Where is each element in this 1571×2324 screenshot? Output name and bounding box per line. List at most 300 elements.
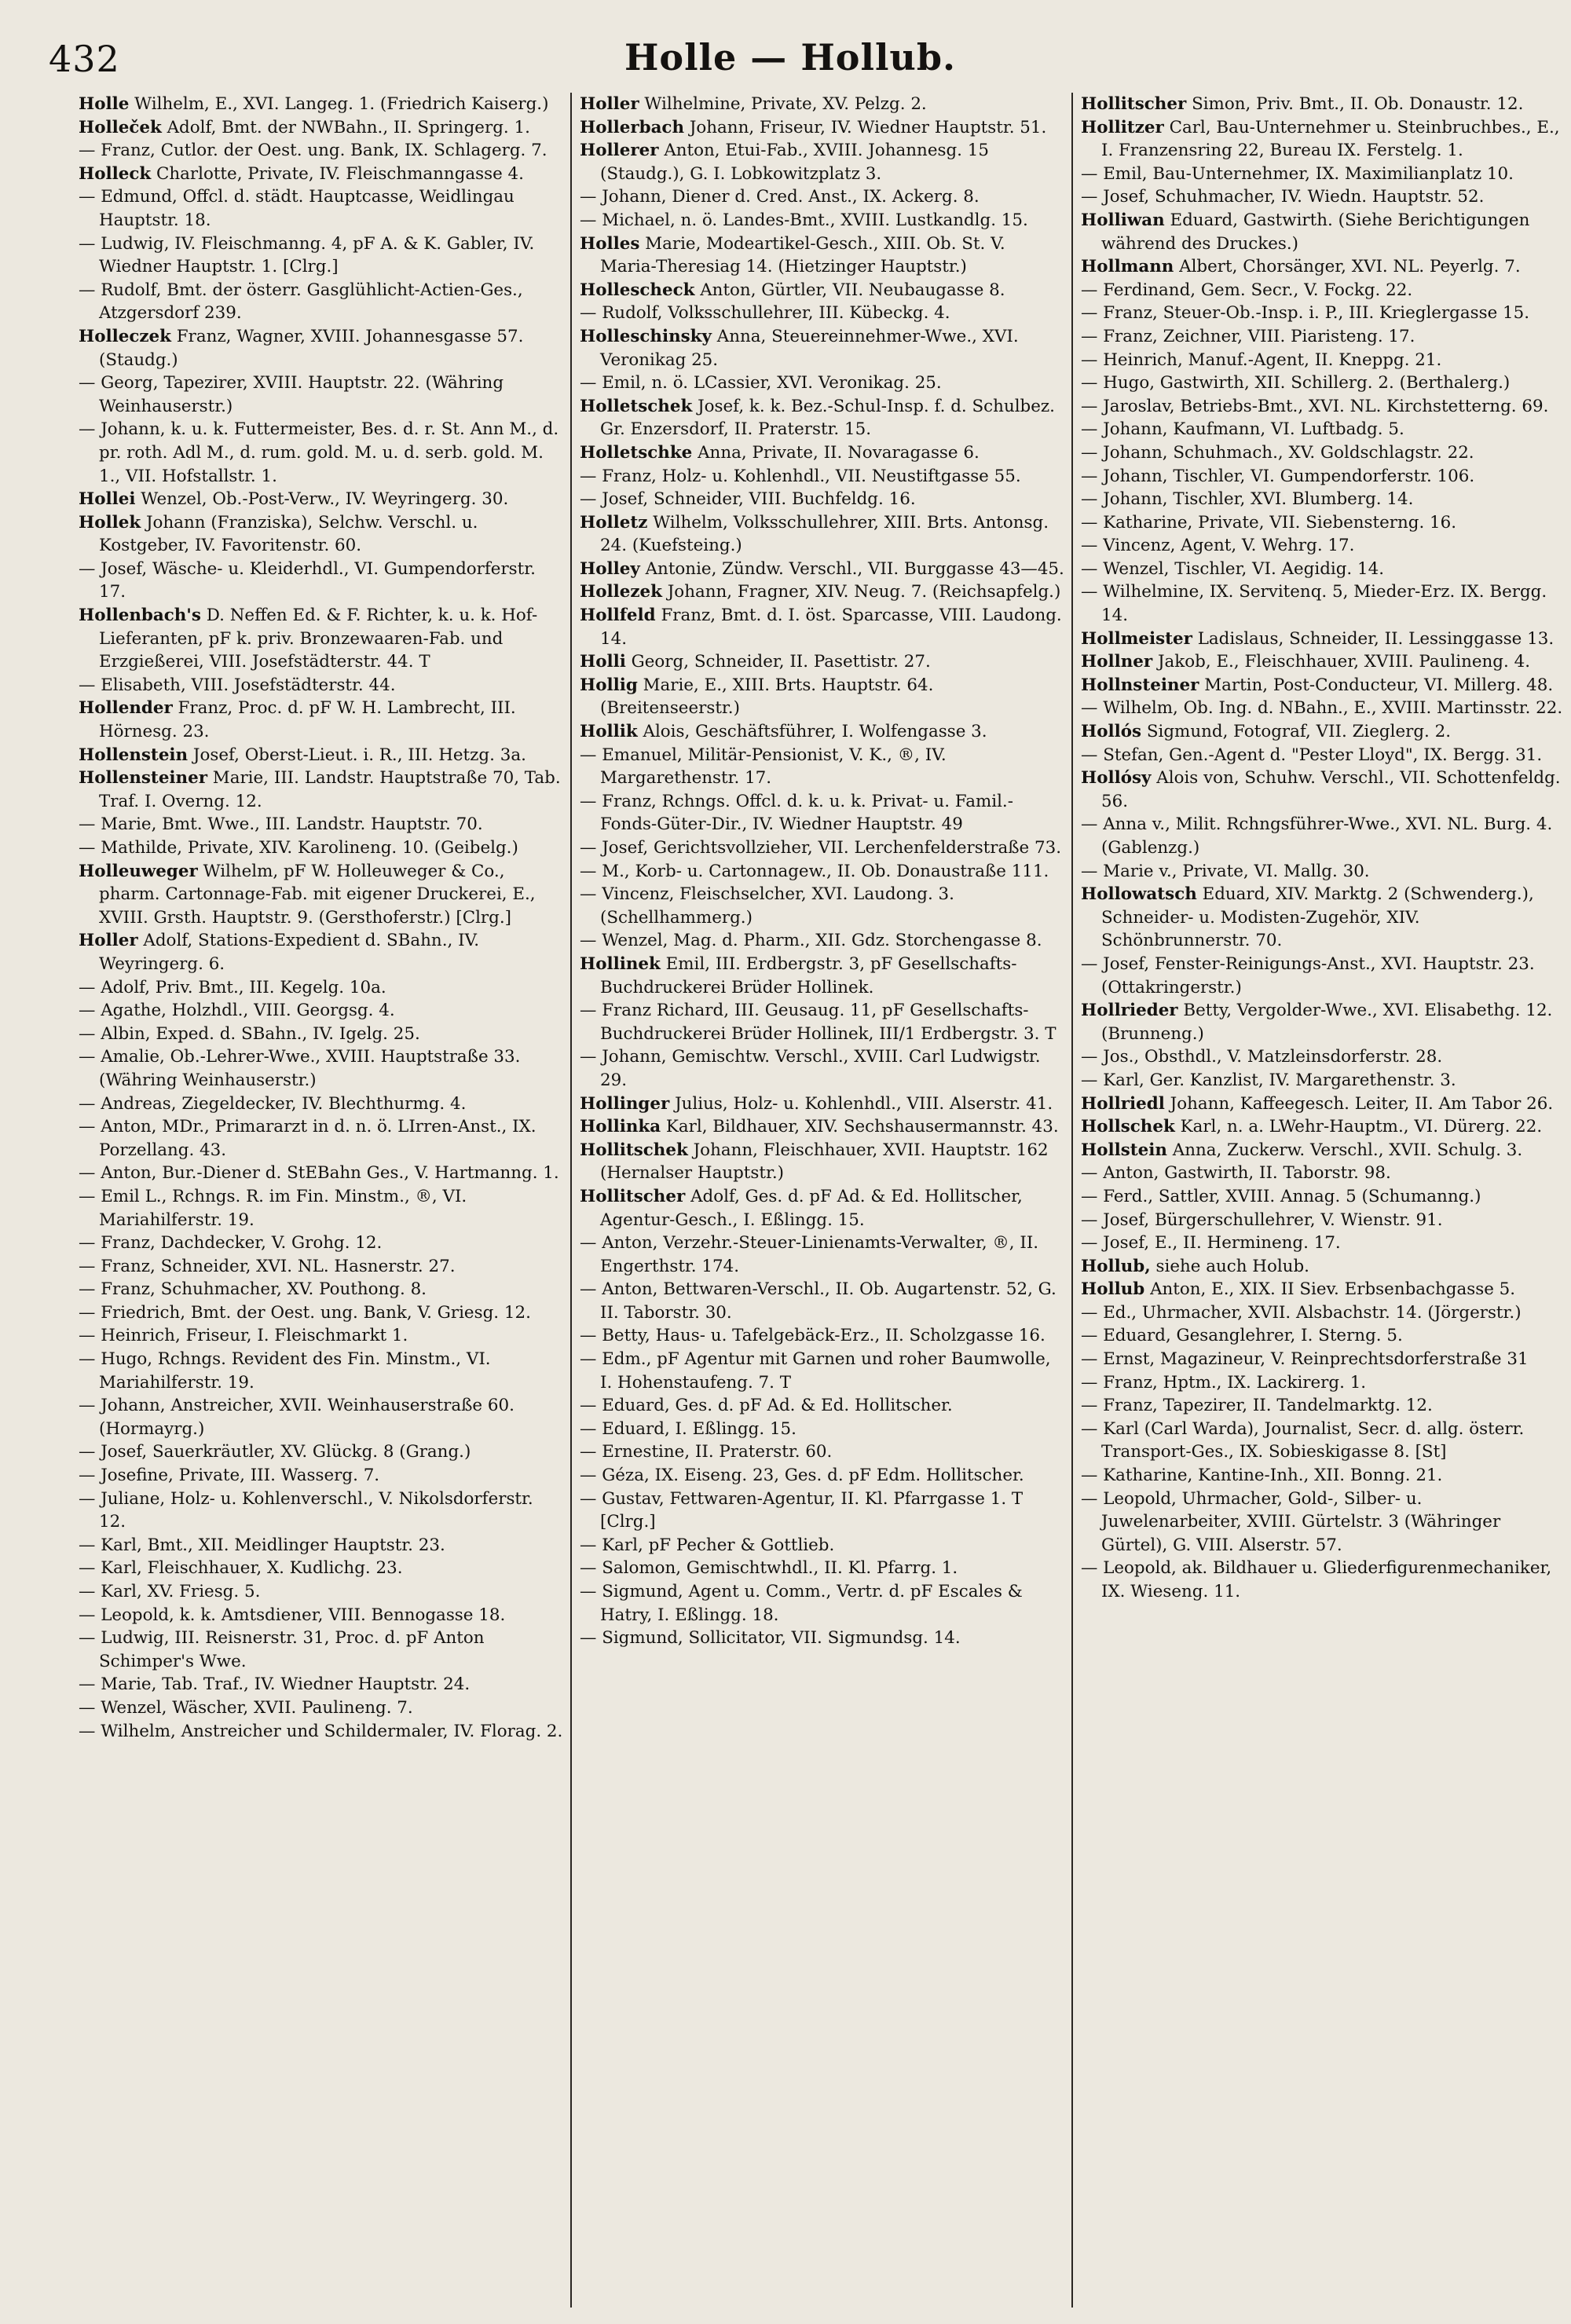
- directory-entry: [79, 1162, 564, 1185]
- entry-surname: Hollensteiner: [79, 768, 207, 789]
- entry-text: Julius, Holz- u. Kohlenhdl., VIII. Alserstr. 41.: [675, 1093, 1053, 1114]
- entry-text: — Wenzel, Tischler, VI. Aegidig. 14.: [1081, 558, 1385, 579]
- directory-entry: [79, 674, 564, 697]
- directory-entry: [580, 1534, 1065, 1557]
- directory-entry: [580, 139, 1065, 185]
- entry-text: — Franz, Tapezirer, II. Tandelmarktg. 12.: [1081, 1396, 1433, 1416]
- directory-entry: [580, 1488, 1065, 1534]
- entry-surname: Holliwan: [1081, 210, 1165, 230]
- directory-entry: [580, 93, 1065, 116]
- directory-entry: [1081, 720, 1566, 744]
- entry-text: — Géza, IX. Eiseng. 23, Ges. d. pF Edm. Hollitscher.: [580, 1466, 1024, 1486]
- directory-entry: [79, 93, 564, 116]
- directory-entry: [580, 744, 1065, 790]
- entry-text: — Leopold, k. k. Amtsdiener, VIII. Bennogasse 18.: [79, 1605, 506, 1625]
- directory-entry: [580, 1045, 1065, 1092]
- directory-entry: [1081, 185, 1566, 209]
- directory-entry: [79, 1464, 564, 1488]
- entry-text: — Anna v., Milit. Rchngsführer-Wwe., XVI. NL. Burg. 4. (Gablenzg.): [1081, 814, 1553, 858]
- directory-entry: [580, 883, 1065, 929]
- entry-text: — Sigmund, Agent u. Comm., Vertr. d. pF Escales & Hatry, I. Eßlingg. 18.: [580, 1582, 1023, 1625]
- directory-entry: [79, 744, 564, 767]
- directory-entry: [580, 1464, 1065, 1488]
- running-head: Holle — Hollub.: [624, 36, 957, 79]
- entry-text: — Franz, Cutlor. der Oest. ung. Bank, IX. Schlagerg. 7.: [79, 141, 547, 161]
- entry-text: — Emanuel, Militär-Pensionist, V. K., ®, IV. Margarethenstr. 17.: [580, 745, 947, 789]
- entry-surname: Hollós: [1081, 722, 1142, 742]
- directory-entry: [79, 1115, 564, 1162]
- entry-surname: Hollschek: [1081, 1117, 1175, 1137]
- entry-text: — Amalie, Ob.-Lehrer-Wwe., XVIII. Hauptstraße 33. (Währing Weinhauserstr.): [79, 1047, 521, 1090]
- entry-text: — Emil, n. ö. LCassier, XVI. Veronikag. 25.: [580, 373, 942, 393]
- directory-entry: [1081, 209, 1566, 255]
- entry-text: — Ed., Uhrmacher, XVII. Alsbachstr. 14. (Jörgerstr.): [1081, 1302, 1522, 1323]
- entry-text: Marie, III. Landstr. Hauptstraße 70, Tab. Traf. I. Overng. 12.: [99, 768, 561, 811]
- entry-surname: Hollub: [1081, 1279, 1145, 1300]
- entry-text: — Ferdinand, Gem. Secr., V. Fockg. 22.: [1081, 280, 1413, 300]
- entry-text: — Georg, Tapezirer, XVIII. Hauptstr. 22. (Währing Weinhauserstr.): [79, 373, 504, 416]
- directory-entry: [1081, 744, 1566, 767]
- directory-entry: [1081, 883, 1566, 953]
- entry-text: Eduard, Gastwirth. (Siehe Berichtigungen während des Druckes.): [1101, 210, 1530, 254]
- directory-entry: [79, 185, 564, 232]
- entry-text: — Salomon, Gemischtwhdl., II. Kl. Pfarrg. 1.: [580, 1558, 958, 1579]
- entry-text: Ladislaus, Schneider, II. Lessinggasse 13.: [1197, 628, 1555, 649]
- directory-entry: [1081, 999, 1566, 1045]
- directory-entry: [79, 488, 564, 511]
- directory-entry: [580, 1440, 1065, 1464]
- directory-entry: [1081, 1069, 1566, 1092]
- directory-entry: [1081, 628, 1566, 651]
- entry-text: — Anton, Verzehr.-Steuer-Linienamts-Verwalter, ®, II. Engerthstr. 174.: [580, 1233, 1039, 1276]
- entry-text: — Franz Richard, III. Geusaug. 11, pF Gesellschafts-Buchdruckerei Brüder Hollinek, III/1 Erdbergstr. 3. T: [580, 1001, 1056, 1044]
- entry-text: — M., Korb- u. Cartonnagew., II. Ob. Donaustraße 111.: [580, 861, 1049, 881]
- directory-entry: [79, 1604, 564, 1627]
- directory-entry: [580, 1324, 1065, 1348]
- directory-entry: [580, 371, 1065, 395]
- entry-surname: Holler: [79, 931, 138, 951]
- entry-text: — Ludwig, III. Reisnerstr. 31, Proc. d. pF Anton Schimper's Wwe.: [79, 1628, 485, 1671]
- entry-text: Georg, Schneider, II. Pasettistr. 27.: [631, 652, 931, 672]
- directory-entry: [79, 1580, 564, 1604]
- entry-text: — Johann, Kaufmann, VI. Luftbadg. 5.: [1081, 419, 1404, 440]
- entry-text: — Wilhelmine, IX. Servitenq. 5, Mieder-Erz. IX. Bergg. 14.: [1081, 582, 1547, 626]
- entry-text: — Marie, Bmt. Wwe., III. Landstr. Hauptstr. 70.: [79, 814, 483, 835]
- entry-text: Marie, E., XIII. Brts. Hauptstr. 64. (Breitenseerstr.): [600, 675, 934, 719]
- entry-text: — Karl, Bmt., XII. Meidlinger Hauptstr. 23.: [79, 1535, 445, 1555]
- entry-text: Franz, Wagner, XVIII. Johannesgasse 57. (Staudg.): [99, 326, 524, 370]
- entry-text: — Karl, pF Pecher & Gottlieb.: [580, 1535, 835, 1555]
- directory-entry: [1081, 697, 1566, 720]
- entry-text: Josef, k. k. Bez.-Schul-Insp. f. d. Schulbez. Gr. Enzersdorf, II. Praterstr. 15.: [600, 396, 1055, 440]
- directory-entry: [79, 929, 564, 975]
- entry-text: — Josef, Fenster-Reinigungs-Anst., XVI. Hauptstr. 23. (Ottakringerstr.): [1081, 953, 1535, 997]
- directory-entry: [1081, 163, 1566, 186]
- directory-entry: [79, 1673, 564, 1696]
- entry-text: — Andreas, Ziegeldecker, IV. Blechthurmg. 4.: [79, 1093, 467, 1114]
- entry-surname: Hollmeister: [1081, 628, 1192, 649]
- directory-entry: [79, 999, 564, 1023]
- directory-entry: [1081, 441, 1566, 465]
- directory-entry: [580, 116, 1065, 140]
- directory-entry: [79, 1278, 564, 1301]
- directory-entry: [1081, 1255, 1566, 1279]
- entry-text: Adolf, Bmt. der NWBahn., II. Springerg. 1.: [167, 117, 530, 137]
- entry-text: Anna, Zuckerw. Verschl., XVII. Schulg. 3.: [1172, 1140, 1523, 1160]
- directory-entry: [1081, 860, 1566, 884]
- entry-text: Anna, Private, II. Novaragasse 6.: [698, 442, 980, 463]
- directory-entry: [580, 511, 1065, 558]
- entry-text: — Franz, Schuhmacher, XV. Pouthong. 8.: [79, 1279, 427, 1300]
- entry-text: — Wenzel, Wäscher, XVII. Paulineng. 7.: [79, 1697, 413, 1718]
- directory-entry: [1081, 650, 1566, 674]
- entry-text: — Franz, Hptm., IX. Lackirerg. 1.: [1081, 1372, 1367, 1393]
- entry-text: — Adolf, Priv. Bmt., III. Kegelg. 10a.: [79, 977, 386, 997]
- entry-surname: Hollósy: [1081, 768, 1152, 789]
- directory-entry: [79, 116, 564, 140]
- entry-text: — Johann, Anstreicher, XVII. Weinhauserstraße 60. (Hormayrg.): [79, 1396, 515, 1439]
- entry-text: siehe auch Holub.: [1155, 1256, 1309, 1276]
- directory-entry: [79, 558, 564, 604]
- directory-entry: [79, 1348, 564, 1394]
- directory-entry: [580, 953, 1065, 999]
- entry-text: Anton, E., XIX. II Siev. Erbsenbachgasse 5.: [1150, 1279, 1516, 1300]
- entry-text: — Friedrich, Bmt. der Oest. ung. Bank, V. Griesg. 12.: [79, 1302, 531, 1323]
- entry-text: Betty, Vergolder-Wwe., XVI. Elisabethg. 12. (Brunneng.): [1101, 1001, 1553, 1044]
- directory-entry: [580, 650, 1065, 674]
- entry-text: — Katharine, Kantine-Inh., XII. Bonng. 21.: [1081, 1466, 1443, 1486]
- column-divider: [570, 93, 572, 2308]
- directory-entry: [79, 1045, 564, 1092]
- directory-entry: [1081, 1045, 1566, 1069]
- directory-entry: [1081, 1139, 1566, 1162]
- directory-entry: [1081, 674, 1566, 697]
- entry-text: — Franz, Holz- u. Kohlenhdl., VII. Neustiftgasse 55.: [580, 466, 1021, 486]
- entry-surname: Hollik: [580, 722, 638, 742]
- directory-entry: [1081, 1092, 1566, 1116]
- directory-entry: [79, 1301, 564, 1325]
- directory-entry: [1081, 1209, 1566, 1232]
- entry-text: Adolf, Ges. d. pF Ad. & Ed. Hollitscher, Agentur-Gesch., I. Eßlingg. 15.: [600, 1186, 1023, 1230]
- directory-entry: [1081, 255, 1566, 279]
- entry-text: — Franz, Zeichner, VIII. Piaristeng. 17.: [1081, 326, 1415, 346]
- directory-entry: [580, 1115, 1065, 1139]
- entry-text: — Ernst, Magazineur, V. Reinprechtsdorferstraße 31: [1081, 1349, 1529, 1370]
- entry-text: Alois, Geschäftsführer, I. Wolfengasse 3.: [643, 722, 987, 742]
- entry-text: — Johann, k. u. k. Futtermeister, Bes. d. r. St. Ann M., d. pr. roth. Adl M., d. rum. gold. M. u. d. serb. gold. M. 1., VII. Hofstallstr. 1.: [79, 419, 559, 486]
- directory-entry: [79, 139, 564, 163]
- entry-surname: Holli: [580, 652, 626, 672]
- entry-surname: Hollinka: [580, 1117, 661, 1137]
- entry-surname: Hollenstein: [79, 745, 189, 765]
- entry-text: — Heinrich, Manuf.-Agent, II. Kneppg. 21.: [1081, 350, 1442, 370]
- entry-text: — Marie v., Private, VI. Mallg. 30.: [1081, 861, 1370, 881]
- entry-text: Wilhelm, Volksschullehrer, XIII. Brts. Antonsg. 24. (Kuefsteing.): [600, 512, 1049, 556]
- entry-text: Antonie, Zündw. Verschl., VII. Burggasse 43—45.: [645, 558, 1064, 579]
- entry-text: Adolf, Stations-Expedient d. SBahn., IV. Weyringerg. 6.: [99, 931, 480, 974]
- directory-entry: [1081, 1301, 1566, 1325]
- directory-entry: [79, 163, 564, 186]
- entry-text: — Franz, Schneider, XVI. NL. Hasnerstr. 27.: [79, 1256, 456, 1276]
- directory-entry: [580, 465, 1065, 489]
- directory-entry: [79, 1488, 564, 1534]
- directory-entry: [1081, 1324, 1566, 1348]
- entry-text: Charlotte, Private, IV. Fleischmanngasse 4.: [156, 163, 524, 184]
- directory-entry: [79, 418, 564, 488]
- directory-entry: [1081, 558, 1566, 581]
- entry-text: Simon, Priv. Bmt., II. Ob. Donaustr. 12.: [1192, 94, 1524, 114]
- entry-text: Josef, Oberst-Lieut. i. R., III. Hetzg. 3a.: [192, 745, 526, 765]
- entry-text: — Franz, Steuer-Ob.-Insp. i. P., III. Krieglergasse 15.: [1081, 303, 1530, 324]
- directory-columns: [79, 93, 1563, 2315]
- directory-entry: [79, 1557, 564, 1580]
- entry-surname: Holles: [580, 233, 640, 254]
- entry-text: — Anton, Bettwaren-Verschl., II. Ob. Augartenstr. 52, G. II. Taborstr. 30.: [580, 1279, 1056, 1323]
- entry-text: — Vincenz, Fleischselcher, XVI. Laudong. 3. (Schellhammerg.): [580, 884, 954, 928]
- directory-entry: [580, 1185, 1065, 1232]
- entry-surname: Hollowatsch: [1081, 884, 1197, 905]
- directory-entry: [580, 604, 1065, 650]
- entry-surname: Holleuweger: [79, 861, 198, 881]
- entry-text: — Josefine, Private, III. Wasserg. 7.: [79, 1466, 380, 1486]
- entry-text: — Franz, Rchngs. Offcl. d. k. u. k. Privat- u. Famil.-Fonds-Güter-Dir., IV. Wiedner Hauptstr. 49: [580, 791, 1013, 835]
- directory-entry: [79, 371, 564, 418]
- entry-text: Johann, Friseur, IV. Wiedner Hauptstr. 51.: [689, 117, 1047, 137]
- entry-surname: Hollriedl: [1081, 1093, 1165, 1114]
- entry-text: — Elisabeth, VIII. Josefstädterstr. 44.: [79, 675, 396, 695]
- directory-entry: [1081, 325, 1566, 349]
- column-2: [580, 93, 1065, 2315]
- entry-surname: Hollfeld: [580, 606, 656, 626]
- entry-text: Marie, Modeartikel-Gesch., XIII. Ob. St. V. Maria-Theresiag 14. (Hietzinger Hauptstr.): [600, 233, 1005, 277]
- directory-entry: [580, 999, 1065, 1045]
- entry-text: — Emil L., Rchngs. R. im Fin. Minstm., ®, VI. Mariahilferstr. 19.: [79, 1186, 467, 1230]
- entry-text: — Betty, Haus- u. Tafelgebäck-Erz., II. Scholzgasse 16.: [580, 1326, 1046, 1346]
- directory-entry: [1081, 953, 1566, 999]
- entry-text: — Mathilde, Private, XIV. Karolineng. 10. (Geibelg.): [79, 838, 518, 858]
- directory-entry: [79, 279, 564, 325]
- directory-entry: [79, 325, 564, 371]
- directory-entry: [79, 767, 564, 813]
- entry-surname: Hollitzer: [1081, 117, 1164, 137]
- directory-entry: [1081, 1418, 1566, 1464]
- entry-surname: Hollig: [580, 675, 638, 695]
- directory-entry: [580, 488, 1065, 511]
- directory-entry: [79, 976, 564, 1000]
- entry-text: — Rudolf, Bmt. der österr. Gasglühlicht-Actien-Ges., Atzgersdorf 239.: [79, 280, 523, 324]
- entry-text: Wenzel, Ob.-Post-Verw., IV. Weyringerg. 30.: [141, 489, 509, 510]
- entry-surname: Hollerbach: [580, 117, 685, 137]
- directory-entry: [79, 1255, 564, 1279]
- entry-text: Johann (Franziska), Selchw. Verschl. u. Kostgeber, IV. Favoritenstr. 60.: [99, 512, 478, 556]
- directory-entry: [1081, 418, 1566, 441]
- entry-text: — Wilhelm, Ob. Ing. d. NBahn., E., XVIII. Martinsstr. 22.: [1081, 698, 1563, 719]
- directory-entry: [1081, 1278, 1566, 1301]
- directory-entry: [1081, 1162, 1566, 1185]
- entry-surname: Hollerer: [580, 141, 659, 161]
- entry-surname: Holleschinsky: [580, 326, 712, 346]
- entry-surname: Hollnsteiner: [1081, 675, 1199, 695]
- directory-entry: [1081, 1557, 1566, 1603]
- entry-surname: Hollitschek: [580, 1140, 688, 1160]
- column-3: [1081, 93, 1566, 2315]
- directory-entry: [580, 1418, 1065, 1441]
- entry-text: — Sigmund, Sollicitator, VII. Sigmundsg. 14.: [580, 1628, 961, 1649]
- entry-text: — Johann, Tischler, VI. Gumpendorferstr. 106.: [1081, 466, 1475, 486]
- directory-entry: [580, 325, 1065, 371]
- entry-text: — Josef, E., II. Hermineng. 17.: [1081, 1233, 1341, 1253]
- directory-entry: [580, 209, 1065, 232]
- directory-entry: [1081, 93, 1566, 116]
- entry-text: — Marie, Tab. Traf., IV. Wiedner Hauptstr. 24.: [79, 1674, 471, 1695]
- entry-text: — Josef, Schneider, VIII. Buchfeldg. 16.: [580, 489, 916, 510]
- directory-entry: [580, 720, 1065, 744]
- entry-text: — Juliane, Holz- u. Kohlenverschl., V. Nikolsdorferstr. 12.: [79, 1488, 533, 1532]
- entry-text: Alois von, Schuhw. Verschl., VII. Schottenfeldg. 56.: [1101, 768, 1561, 811]
- directory-entry: [580, 395, 1065, 441]
- entry-text: — Karl, Ger. Kanzlist, IV. Margarethenstr. 3.: [1081, 1070, 1456, 1090]
- entry-text: — Ernestine, II. Praterstr. 60.: [580, 1442, 833, 1462]
- entry-surname: Hollei: [79, 489, 136, 510]
- entry-surname: Hollitscher: [580, 1186, 686, 1206]
- entry-surname: Holletz: [580, 512, 648, 533]
- directory-entry: [580, 279, 1065, 302]
- entry-text: — Agathe, Holzhdl., VIII. Georgsg. 4.: [79, 1001, 395, 1021]
- entry-text: — Eduard, I. Eßlingg. 15.: [580, 1418, 796, 1439]
- directory-entry: [1081, 465, 1566, 489]
- entry-text: — Karl, Fleischhauer, X. Kudlichg. 23.: [79, 1558, 403, 1579]
- entry-text: — Edm., pF Agentur mit Garnen und roher Baumwolle, I. Hohenstaufeng. 7. T: [580, 1349, 1051, 1393]
- directory-entry: [1081, 1371, 1566, 1395]
- page-number: 432: [49, 38, 120, 80]
- entry-text: — Johann, Gemischtw. Verschl., XVIII. Carl Ludwigstr. 29.: [580, 1047, 1041, 1090]
- entry-surname: Holler: [580, 94, 639, 114]
- directory-entry: [580, 790, 1065, 836]
- entry-text: Anton, Etui-Fab., XVIII. Johannesg. 15 (Staudg.), G. I. Lobkowitzplatz 3.: [600, 141, 989, 184]
- directory-entry: [1081, 1115, 1566, 1139]
- directory-entry: [1081, 302, 1566, 325]
- entry-text: — Anton, Bur.-Diener d. StEBahn Ges., V. Hartmanng. 1.: [79, 1163, 559, 1184]
- directory-entry: [1081, 1348, 1566, 1371]
- entry-text: — Josef, Wäsche- u. Kleiderhdl., VI. Gumpendorferstr. 17.: [79, 558, 536, 602]
- entry-text: Karl, Bildhauer, XIV. Sechshausermannstr. 43.: [665, 1117, 1059, 1137]
- entry-text: Wilhelm, pF W. Holleuweger & Co., pharm. Cartonnage-Fab. mit eigener Druckerei, E., XVIII. Grsth. Hauptstr. 9. (Gersthoferstr.) [Clrg.]: [99, 861, 536, 928]
- entry-text: Emil, III. Erdbergstr. 3, pF Gesellschafts-Buchdruckerei Brüder Hollinek.: [600, 953, 1017, 997]
- directory-entry: [79, 1092, 564, 1116]
- entry-text: — Wilhelm, Anstreicher und Schildermaler, IV. Florag. 2.: [79, 1721, 563, 1741]
- entry-text: Johann, Kaffeegesch. Leiter, II. Am Tabor 26.: [1170, 1093, 1554, 1114]
- entry-text: — Josef, Bürgerschullehrer, V. Wienstr. 91.: [1081, 1210, 1443, 1230]
- entry-text: — Karl, XV. Friesg. 5.: [79, 1582, 261, 1601]
- entry-text: — Johann, Schuhmach., XV. Goldschlagstr. 22.: [1081, 442, 1474, 463]
- directory-entry: [580, 302, 1065, 325]
- directory-entry: [79, 1696, 564, 1720]
- entry-surname: Hollner: [1081, 652, 1153, 672]
- entry-surname: Hollek: [79, 512, 141, 533]
- directory-entry: [580, 860, 1065, 884]
- entry-text: — Albin, Exped. d. SBahn., IV. Igelg. 25.: [79, 1023, 420, 1044]
- entry-text: — Eduard, Ges. d. pF Ad. & Ed. Hollitscher.: [580, 1396, 953, 1416]
- directory-entry: [580, 929, 1065, 953]
- entry-text: Franz, Proc. d. pF W. H. Lambrecht, III. Hörnesg. 23.: [99, 698, 516, 742]
- entry-text: — Anton, Gastwirth, II. Taborstr. 98.: [1081, 1163, 1391, 1184]
- entry-text: — Hugo, Gastwirth, XII. Schillerg. 2. (Berthalerg.): [1081, 373, 1511, 393]
- entry-surname: Hollezek: [580, 582, 662, 602]
- entry-text: Johann, Fleischhauer, XVII. Hauptstr. 162 (Hernalser Hauptstr.): [600, 1140, 1049, 1184]
- directory-entry: [580, 674, 1065, 720]
- directory-entry: [1081, 767, 1566, 813]
- entry-text: — Heinrich, Friseur, I. Fleischmarkt 1.: [79, 1326, 408, 1346]
- entry-text: — Michael, n. ö. Landes-Bmt., XVIII. Lustkandlg. 15.: [580, 210, 1028, 230]
- entry-surname: Holle: [79, 94, 130, 114]
- entry-text: — Jaroslav, Betriebs-Bmt., XVI. NL. Kirchstetterng. 69.: [1081, 396, 1549, 416]
- entry-text: — Wenzel, Mag. d. Pharm., XII. Gdz. Storchengasse 8.: [580, 931, 1042, 951]
- directory-entry: [1081, 371, 1566, 395]
- directory-entry: [580, 1580, 1065, 1627]
- entry-text: — Jos., Obsthdl., V. Matzleinsdorferstr. 28.: [1081, 1047, 1443, 1067]
- entry-surname: Hollinger: [580, 1093, 670, 1114]
- directory-entry: [79, 813, 564, 836]
- directory-entry: [1081, 1232, 1566, 1255]
- entry-text: — Johann, Tischler, XVI. Blumberg. 14.: [1081, 489, 1414, 510]
- directory-entry: [580, 836, 1065, 860]
- directory-entry: [79, 836, 564, 860]
- entry-text: Karl, n. a. LWehr-Hauptm., VI. Dürerg. 22.: [1180, 1117, 1543, 1137]
- directory-entry: [79, 1627, 564, 1673]
- entry-surname: Hollitscher: [1081, 94, 1187, 114]
- directory-entry: [1081, 580, 1566, 627]
- entry-text: — Vincenz, Agent, V. Wehrg. 17.: [1081, 536, 1355, 556]
- directory-entry: [79, 1534, 564, 1557]
- entry-text: — Rudolf, Volksschullehrer, III. Kübeckg. 4.: [580, 303, 950, 324]
- directory-entry: [1081, 1185, 1566, 1209]
- directory-entry: [1081, 511, 1566, 535]
- entry-surname: Holletschke: [580, 442, 693, 463]
- entry-text: Eduard, XIV. Marktg. 2 (Schwenderg.), Schneider- u. Modisten-Zugehör, XIV. Schönbrunnerstr. 70.: [1101, 884, 1534, 951]
- entry-text: Carl, Bau-Unternehmer u. Steinbruchbes., E., I. Franzensring 22, Bureau IX. Ferstelg. 1.: [1101, 117, 1560, 161]
- directory-entry: [580, 1232, 1065, 1278]
- directory-entry: [580, 1278, 1065, 1324]
- directory-entry: [1081, 488, 1566, 511]
- entry-text: — Ludwig, IV. Fleischmanng. 4, pF A. & K. Gabler, IV. Wiedner Hauptstr. 1. [Clrg.]: [79, 233, 535, 277]
- directory-entry: [79, 511, 564, 558]
- directory-entry: [79, 860, 564, 930]
- directory-entry: [1081, 1394, 1566, 1418]
- entry-text: — Ferd., Sattler, XVIII. Annag. 5 (Schumanng.): [1081, 1186, 1481, 1206]
- directory-entry: [1081, 1488, 1566, 1557]
- directory-entry: [1081, 116, 1566, 163]
- entry-text: Wilhelm, E., XVI. Langeg. 1. (Friedrich Kaiserg.): [134, 94, 549, 114]
- entry-text: — Leopold, Uhrmacher, Gold-, Silber- u. Juwelenarbeiter, XVIII. Gürtelstr. 3 (Währinger Gürtel), G. VIII. Alserstr. 57.: [1081, 1488, 1501, 1555]
- directory-entry: [580, 580, 1065, 604]
- entry-text: — Leopold, ak. Bildhauer u. Gliederfigurenmechaniker, IX. Wieseng. 11.: [1081, 1558, 1552, 1601]
- entry-text: — Franz, Dachdecker, V. Grohg. 12.: [79, 1233, 383, 1253]
- directory-entry: [1081, 279, 1566, 302]
- directory-entry: [580, 1139, 1065, 1185]
- entry-text: — Emil, Bau-Unternehmer, IX. Maximilianplatz 10.: [1081, 163, 1514, 184]
- entry-text: — Gustav, Fettwaren-Agentur, II. Kl. Pfarrgasse 1. T [Clrg.]: [580, 1488, 1024, 1532]
- entry-text: Anton, Gürtler, VII. Neubaugasse 8.: [700, 280, 1005, 300]
- entry-text: — Eduard, Gesanglehrer, I. Sterng. 5.: [1081, 1326, 1403, 1346]
- directory-entry: [79, 1720, 564, 1744]
- entry-text: — Anton, MDr., Primararzt in d. n. ö. LIrren-Anst., IX. Porzellang. 43.: [79, 1117, 536, 1160]
- entry-text: — Edmund, Offcl. d. städt. Hauptcasse, Weidlingau Hauptstr. 18.: [79, 187, 515, 230]
- entry-surname: Holleczek: [79, 326, 171, 346]
- entry-surname: Holletschek: [580, 396, 693, 416]
- entry-surname: Holleček: [79, 117, 162, 137]
- entry-surname: Hollstein: [1081, 1140, 1167, 1160]
- directory-entry: [79, 1185, 564, 1232]
